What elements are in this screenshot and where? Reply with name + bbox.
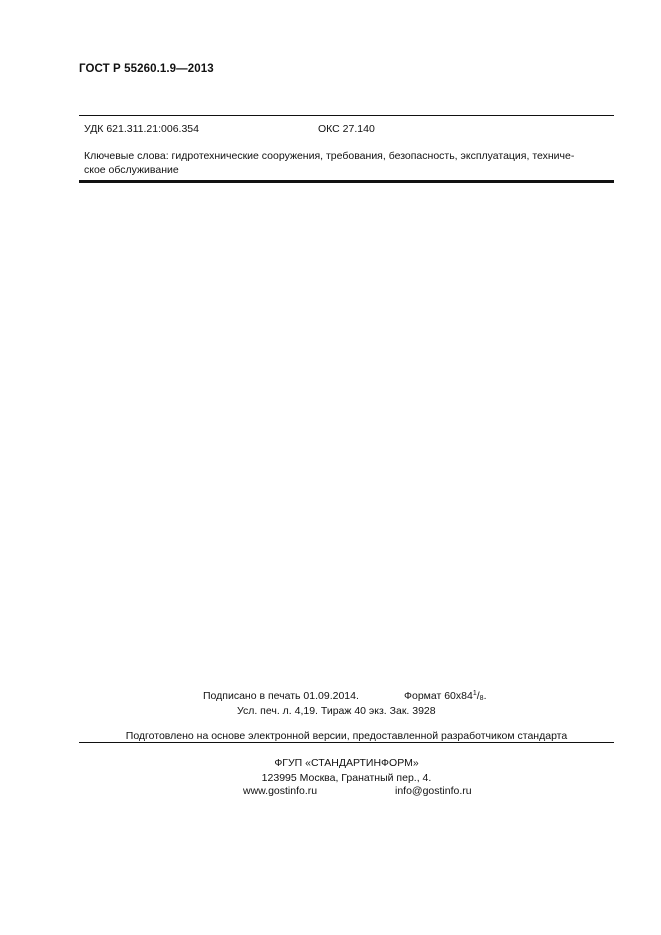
udk-code: УДК 621.311.21:006.354	[84, 123, 199, 135]
paper-format	[404, 690, 486, 702]
format-prefix: Формат 60х84	[404, 690, 473, 702]
publisher-address: 123995 Москва, Гранатный пер., 4.	[261, 771, 432, 784]
format-slash: /	[476, 690, 480, 702]
publisher-block	[79, 756, 614, 785]
keywords-line-2: ское обслуживание	[84, 164, 179, 176]
format-suffix: .	[483, 690, 487, 702]
keywords-line-1: Ключевые слова: гидротехнические сооружения, требования, безопасность, эксплуатация, техниче-	[84, 150, 575, 162]
format-numerator: 1	[472, 690, 477, 697]
website-link[interactable]: www.gostinfo.ru	[243, 785, 318, 797]
thick-divider	[79, 180, 614, 183]
bottom-divider	[79, 742, 614, 743]
publisher-name: ФГУП «СТАНДАРТИНФОРМ»	[274, 757, 419, 769]
print-details: Усл. печ. л. 4,19. Тираж 40 экз. Зак. 3928	[237, 705, 436, 717]
format-denominator: 8	[479, 695, 484, 702]
signed-to-print: Подписано в печать 01.09.2014.	[203, 690, 359, 702]
email-link[interactable]: info@gostinfo.ru	[395, 785, 472, 797]
document-number: ГОСТ Р 55260.1.9—2013	[79, 63, 214, 75]
top-divider	[79, 115, 614, 116]
keywords-block	[84, 149, 608, 177]
prepared-note: Подготовлено на основе электронной версии, предоставленной разработчиком стандарта	[125, 730, 568, 742]
oks-code: ОКС 27.140	[318, 123, 375, 135]
